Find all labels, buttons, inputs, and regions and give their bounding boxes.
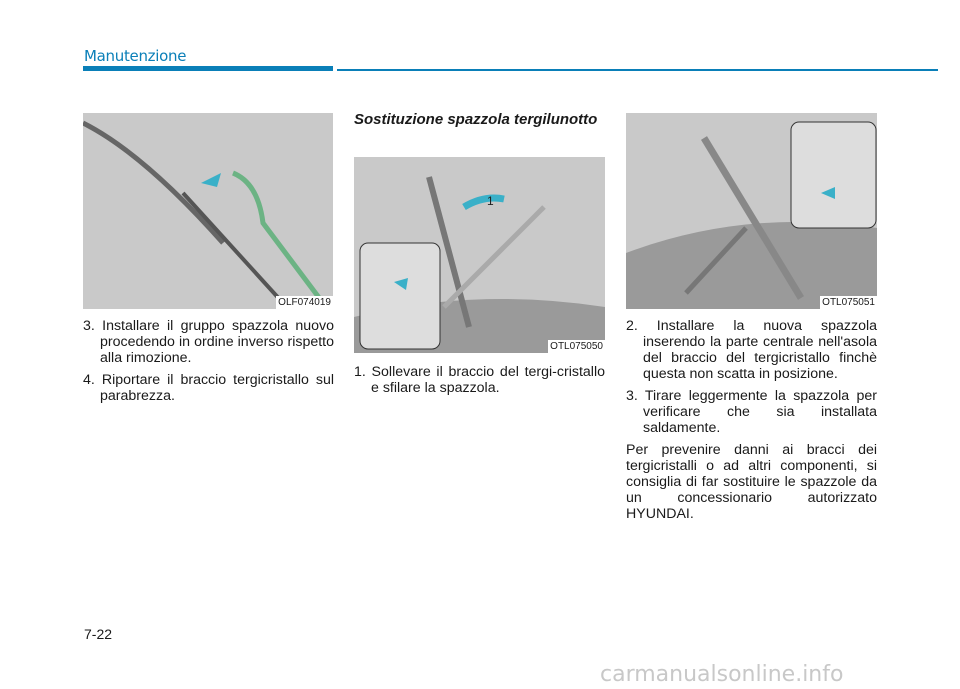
step-2: 2. Installare la nuova spazzola inserendo la parte centrale nell'asola del braccio del tergicristallo finchè questa non scatta in posizione. (626, 318, 877, 382)
figure-code: OTL075050 (550, 341, 603, 352)
header-rule-thick (83, 66, 333, 71)
step-3: 3. Installare il gruppo spazzola nuovo procedendo in ordine inverso rispetto alla rimozione. (83, 318, 334, 366)
column-2 (354, 364, 605, 402)
subsection-heading: Sostituzione spazzola tergilunotto (354, 111, 598, 128)
column-1 (83, 318, 334, 410)
page-number: 7-22 (84, 626, 113, 642)
figure-code: OLF074019 (278, 297, 331, 308)
figure-rear-wiper-install (626, 113, 877, 309)
step-3b: 3. Tirare leggermente la spazzola per verificare che sia installata saldamente. (626, 388, 877, 436)
figure-wiper-blade-install (83, 113, 333, 309)
figure-code: OTL075051 (822, 297, 875, 308)
step-1: 1. Sollevare il braccio del tergi-cristallo e sfilare la spazzola. (354, 364, 605, 396)
header-rule-thin (337, 69, 938, 71)
figure-rear-wiper-remove (354, 157, 605, 353)
callout-number: 1 (487, 194, 494, 208)
column-3 (626, 318, 877, 522)
advice-paragraph: Per prevenire danni ai bracci dei tergicristalli o ad altri componenti, si consiglia di far sostituire le spazzole da un concessionario autorizzato HYUNDAI. (626, 442, 877, 522)
section-title: Manutenzione (84, 47, 187, 65)
step-4: 4. Riportare il braccio tergicristallo sul parabrezza. (83, 372, 334, 404)
watermark: carmanualsonline.info (600, 662, 844, 687)
